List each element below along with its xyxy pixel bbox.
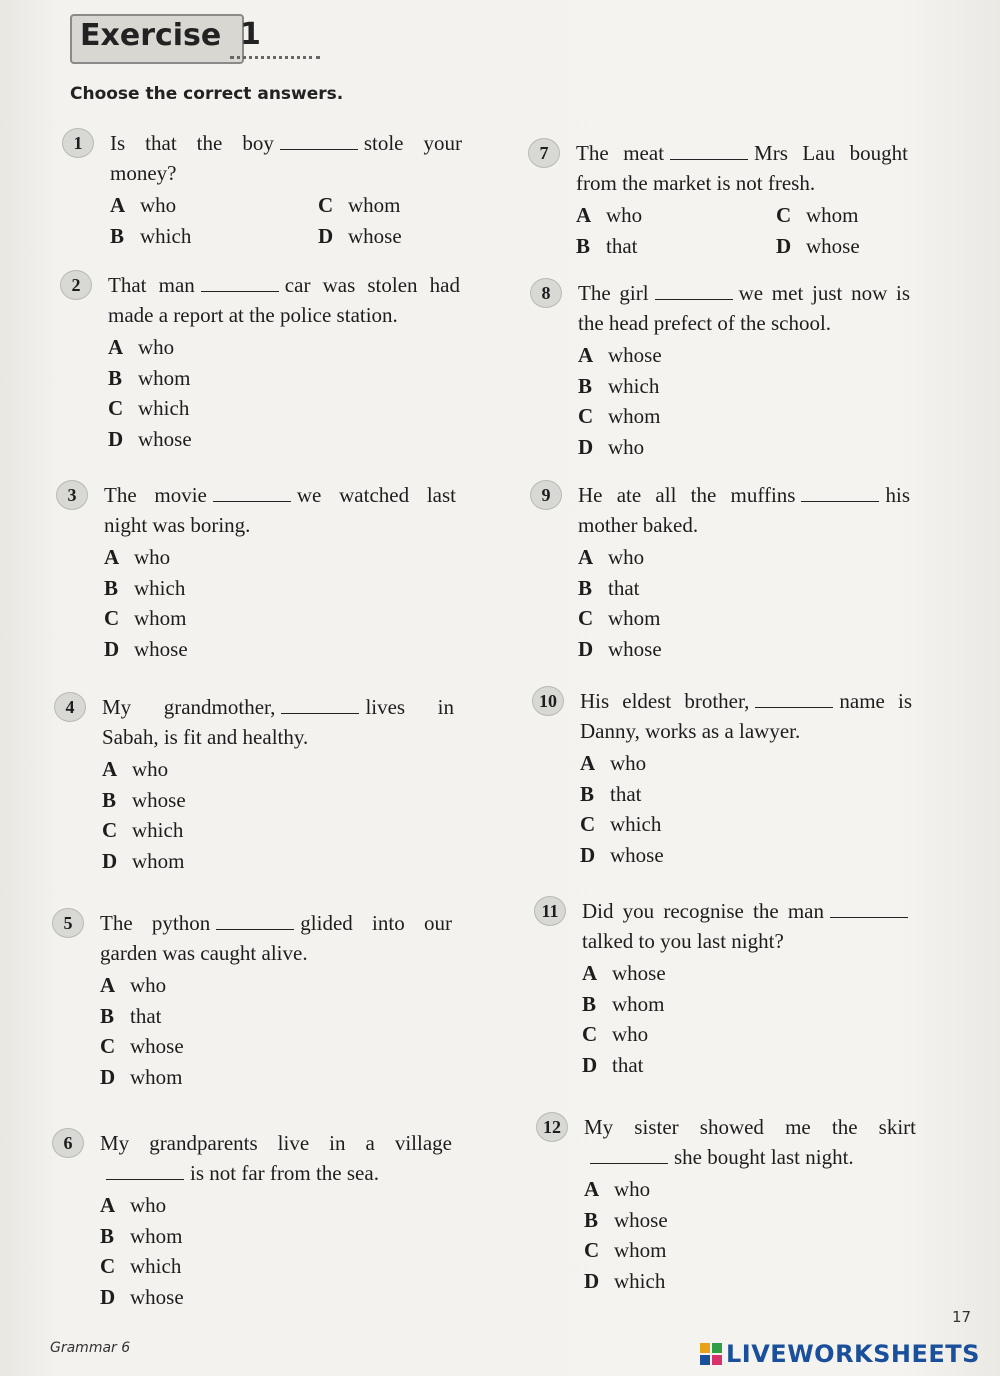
option-letter: C [104,606,120,630]
question-stem [582,896,914,956]
option-a[interactable] [100,1190,452,1221]
option-letter: D [100,1064,116,1089]
question-stem [108,270,460,330]
option-a[interactable] [108,332,460,363]
option-c[interactable] [578,603,910,634]
option-text: that [610,781,642,806]
option-text: which [610,812,662,836]
stem-text: The girl [578,281,649,305]
stem-text: his mother baked. [578,483,910,537]
option-text: who [132,757,169,781]
question-number-badge: 2 [60,270,92,300]
options-grid [110,190,462,251]
question-3 [56,480,456,664]
question-number-badge: 6 [52,1128,84,1158]
option-text: which [140,223,192,248]
option-d[interactable] [100,1282,452,1313]
question-stem [102,692,454,752]
question-number-badge: 10 [532,686,564,716]
stem-text: talked to you last night? [582,929,784,953]
answer-blank[interactable] [280,135,358,150]
stem-text: Is that the boy [110,131,274,155]
option-text: who [606,203,643,227]
question-stem [584,1112,916,1172]
option-text: which [614,1268,666,1293]
option-a[interactable] [584,1174,916,1205]
option-text: whose [612,961,666,985]
stem-text: The movie [104,483,207,507]
answer-blank[interactable] [801,487,879,502]
question-4 [54,692,454,876]
option-text: whom [608,404,661,428]
option-letter: B [100,1003,115,1028]
option-text: whose [608,343,662,367]
answer-blank[interactable] [590,1149,668,1164]
option-letter: D [582,1052,598,1077]
option-b[interactable] [100,1221,452,1252]
option-letter: D [578,636,594,661]
option-letter: B [104,575,119,600]
option-text: which [134,575,186,600]
option-letter: B [580,781,595,806]
option-letter: C [100,1034,116,1058]
option-text: whom [614,1238,667,1262]
options-list [102,754,454,876]
option-letter: C [776,203,792,227]
answer-blank[interactable] [213,487,291,502]
option-c[interactable] [582,1019,914,1050]
question-number-badge: 5 [52,908,84,938]
question-1 [62,128,462,251]
option-a[interactable] [580,748,912,779]
option-c[interactable] [100,1251,452,1282]
question-10 [532,686,912,870]
options-list [580,748,912,870]
stem-text: He ate all the muffins [578,483,796,507]
option-letter: B [576,233,591,258]
option-text: whose [130,1034,184,1058]
question-number-badge: 11 [534,896,566,926]
option-letter: C [318,193,334,217]
question-stem [100,908,452,968]
option-letter: D [578,434,594,459]
option-c[interactable] [578,401,910,432]
stem-text: His eldest brother, [580,689,750,713]
exercise-number: 1 [240,17,261,52]
option-letter: A [100,1193,116,1217]
stem-text: we watched last night was boring. [104,483,456,537]
question-11 [534,896,914,1080]
question-stem [104,480,456,540]
option-letter: B [100,1223,115,1248]
option-d[interactable] [582,1050,914,1081]
option-letter: C [580,812,596,836]
option-letter: D [318,223,334,248]
option-letter: B [582,991,597,1016]
answer-blank[interactable] [670,145,748,160]
option-text: whom [612,991,665,1016]
answer-blank[interactable] [755,693,833,708]
option-c[interactable] [100,1031,452,1062]
option-a[interactable] [102,754,454,785]
option-text: which [130,1254,182,1278]
option-text: who [610,751,647,775]
option-text: whose [132,787,186,812]
stem-text: is not far from the sea. [190,1161,379,1185]
stem-text: we met just now is the head prefect of the school. [578,281,911,335]
option-text: whom [138,365,191,390]
answer-blank[interactable] [830,903,908,918]
options-list [108,332,460,454]
options-list [584,1174,916,1296]
options-list [578,542,910,664]
option-c[interactable] [318,190,468,221]
option-letter: A [582,961,598,985]
options-list [582,958,914,1080]
answer-blank[interactable] [655,285,733,300]
options-list [104,542,456,664]
stem-text: That man [108,273,195,297]
option-text: that [130,1003,162,1028]
stem-text: name is Danny, works as a lawyer. [580,689,912,743]
option-d[interactable] [584,1266,916,1297]
option-letter: A [110,193,126,217]
question-number-badge: 3 [56,480,88,510]
question-8 [530,278,910,462]
stem-text: The python [100,911,211,935]
option-d[interactable] [580,840,912,871]
option-b[interactable] [104,573,456,604]
question-number-badge: 7 [528,138,560,168]
stem-text: lives in Sabah, is fit and healthy. [102,695,454,749]
exercise-title: Exercise [80,18,222,53]
option-d[interactable] [578,634,910,665]
options-grid [576,200,908,261]
question-12 [536,1112,916,1296]
header-dots-divider [230,52,320,59]
option-letter: A [584,1177,600,1201]
stem-text: My grandmother, [102,695,276,719]
option-text: whose [134,636,188,661]
option-text: whom [608,606,661,630]
option-b[interactable] [578,371,910,402]
option-letter: C [100,1254,116,1278]
option-a[interactable] [578,340,910,371]
option-letter: D [102,848,118,873]
question-stem [578,480,910,540]
option-letter: A [102,757,118,781]
question-number-badge: 1 [62,128,94,158]
question-number-badge: 12 [536,1112,568,1142]
option-letter: B [110,223,125,248]
option-text: who [608,545,645,569]
option-d[interactable] [100,1062,452,1093]
option-letter: C [584,1238,600,1262]
option-letter: A [578,545,594,569]
liveworksheets-icon [700,1343,722,1365]
option-letter: B [108,365,123,390]
liveworksheets-logo[interactable] [700,1340,980,1368]
option-c[interactable] [580,809,912,840]
option-text: that [606,233,638,258]
option-c[interactable] [108,393,460,424]
question-stem [576,138,908,198]
option-text: whose [138,426,192,451]
option-d[interactable] [776,231,916,262]
option-text: whose [348,223,402,248]
option-text: whom [130,1223,183,1248]
options-list [578,340,910,462]
option-c[interactable] [776,200,916,231]
question-9 [530,480,910,664]
instruction-text: Choose the correct answers. [70,84,344,104]
answer-blank[interactable] [201,277,279,292]
stem-text: The meat [576,141,665,165]
option-b[interactable] [580,779,912,810]
option-b[interactable] [110,221,318,252]
option-letter: B [584,1207,599,1232]
option-text: whose [130,1284,184,1309]
option-d[interactable] [578,432,910,463]
option-letter: A [580,751,596,775]
option-text: whom [806,203,859,227]
stem-text: My grandparents live in a village [100,1131,452,1155]
question-number-badge: 8 [530,278,562,308]
option-letter: B [578,575,593,600]
option-c[interactable] [584,1235,916,1266]
question-stem [110,128,462,188]
option-a[interactable] [110,190,318,221]
option-letter: D [104,636,120,661]
stem-text: stole your money? [110,131,463,185]
book-title: Grammar 6 [50,1340,131,1356]
option-letter: A [576,203,592,227]
option-a[interactable] [578,542,910,573]
option-letter: A [104,545,120,569]
option-text: whom [134,606,187,630]
option-text: which [138,396,190,420]
option-text: who [130,1193,167,1217]
option-letter: C [582,1022,598,1046]
option-letter: C [578,606,594,630]
option-c[interactable] [104,603,456,634]
option-text: whose [806,233,860,258]
option-letter: D [776,233,792,258]
option-text: that [612,1052,644,1077]
option-text: who [134,545,171,569]
option-c[interactable] [102,815,454,846]
answer-blank[interactable] [106,1165,184,1180]
option-letter: D [100,1284,116,1309]
option-d[interactable] [108,424,460,455]
option-letter: B [578,373,593,398]
option-a[interactable] [576,200,776,231]
option-text: who [138,335,175,359]
stem-text: car was stolen had made a report at the police station. [108,273,461,327]
option-b[interactable] [102,785,454,816]
stem-text: glided into our garden was caught alive. [100,911,453,965]
option-letter: C [578,404,594,428]
option-text: who [608,434,645,459]
option-text: who [140,193,177,217]
stem-text: Did you recognise the man [582,899,824,923]
option-letter: A [108,335,124,359]
question-7 [528,138,908,261]
option-text: whose [610,842,664,867]
question-stem [580,686,912,746]
option-b[interactable] [576,231,776,262]
logo-text: LIVEWORKSHEETS [726,1340,980,1368]
options-list [100,1190,452,1312]
option-text: which [608,373,660,398]
option-text: who [614,1177,651,1201]
question-stem [100,1128,452,1188]
option-text: which [132,818,184,842]
option-letter: D [108,426,124,451]
option-d[interactable] [318,221,468,252]
question-5 [52,908,452,1092]
option-b[interactable] [584,1205,916,1236]
stem-text: My sister showed me the skirt [584,1115,916,1139]
option-text: whose [608,636,662,661]
question-stem [578,278,910,338]
option-text: that [608,575,640,600]
option-text: whom [132,848,185,873]
option-b[interactable] [582,989,914,1020]
stem-text: she bought last night. [674,1145,854,1169]
option-text: whom [348,193,401,217]
option-letter: D [580,842,596,867]
options-list [100,970,452,1092]
option-letter: A [578,343,594,367]
option-text: whose [614,1207,668,1232]
option-text: who [130,973,167,997]
option-letter: A [100,973,116,997]
answer-blank[interactable] [216,915,294,930]
option-b[interactable] [100,1001,452,1032]
option-b[interactable] [578,573,910,604]
option-letter: B [102,787,117,812]
option-text: who [612,1022,649,1046]
option-a[interactable] [582,958,914,989]
answer-blank[interactable] [281,699,359,714]
option-letter: D [584,1268,600,1293]
page-number: 17 [952,1308,972,1326]
option-d[interactable] [102,846,454,877]
stem-text: Mrs Lau bought from the market is not fresh. [576,141,908,195]
option-d[interactable] [104,634,456,665]
option-a[interactable] [100,970,452,1001]
option-letter: C [102,818,118,842]
question-number-badge: 4 [54,692,86,722]
question-6 [52,1128,452,1312]
option-text: whom [130,1064,183,1089]
question-2 [60,270,460,454]
question-number-badge: 9 [530,480,562,510]
option-b[interactable] [108,363,460,394]
option-letter: C [108,396,124,420]
option-a[interactable] [104,542,456,573]
